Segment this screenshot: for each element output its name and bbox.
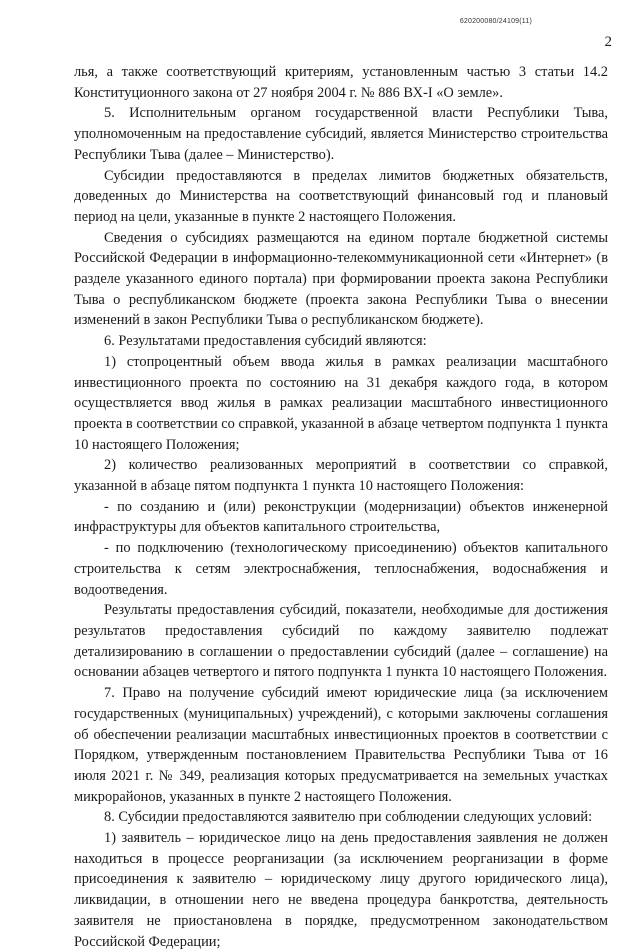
paragraph-result-2: 2) количество реализованных мероприятий в соответствии со справкой, указанной в абзаце пятом подпункта 1 пункта 10 настоящего Положения: [74,457,608,495]
paragraph-results-detail: Результаты предоставления субсидий, показатели, необходимые для достижения результатов предоставления субсидий по каждому заявителю подлежат детализированию в соглашении о предоставлении субсидий (далее – соглашение) на основании абзацев четвертого и пятого подпункта 1 пункта 10 настоящего Положения. [74,602,608,681]
paragraph-dash-infrastructure: - по созданию и (или) реконструкции (модернизации) объектов инженерной инфраструктуры для объектов капитального строительства, [74,498,608,536]
document-code: 620200080/24109(11) [459,18,532,25]
page-number: 2 [604,34,612,50]
document-body [74,62,608,952]
paragraph-result-1: 1) стопроцентный объем ввода жилья в рамках реализации масштабного инвестиционного проекта по состоянию на 31 декабря каждого года, в котором осуществляется ввод жилья в рамках реализации масштабного инвестиционного проекта в соответствии со справкой, указанной в абзаце четвертом подпункта 1 пункта 10 настоящего Положения; [74,353,608,453]
paragraph-subsidy-limits: Субсидии предоставляются в пределах лимитов бюджетных обязательств, доведенных до Министерства на соответствующий финансовый год и плановый период на цели, указанные в пункте 2 настоящего Положения. [74,167,608,225]
paragraph-item-5: 5. Исполнительным органом государственной власти Республики Тыва, уполномоченным на предоставление субсидий, является Министерство строительства Республики Тыва (далее – Министерство). [74,105,608,163]
paragraph-continuation: лья, а также соответствующий критериям, установленным частью 3 статьи 14.2 Конституционного закона от 27 ноября 2004 г. № 886 ВХ-I «О земле». [74,64,608,101]
paragraph-condition-1: 1) заявитель – юридическое лицо на день предоставления заявления не должен находиться в процессе реорганизации (за исключением реорганизации в форме присоединения к заявителю – юридическому лицу другого юридического лица), ликвидации, в отношении него не введена процедура банкротства, деятельность заявителя не приостановлена в порядке, предусмотренном законодательством Российской Федерации; [74,830,608,950]
paragraph-item-8: 8. Субсидии предоставляются заявителю при соблюдении следующих условий: [104,809,593,826]
paragraph-item-6: 6. Результатами предоставления субсидий являются: [104,333,427,350]
paragraph-subsidy-info: Сведения о субсидиях размещаются на едином портале бюджетной системы Российской Федерации в информационно-телекоммуникационной сети «Интернет» (в разделе указанного единого портала) при формировании проекта закона Республики Тыва о республиканском бюджете (проекта закона Республики Тыва о внесении изменений в закон Республики Тыва о республиканском бюджете). [74,229,608,329]
paragraph-dash-connection: - по подключению (технологическому присоединению) объектов капитального строительства к сетям электроснабжения, теплоснабжения, водоснабжения и водоотведения. [74,540,608,598]
paragraph-item-7: 7. Право на получение субсидий имеют юридические лица (за исключением государственных (муниципальных) учреждений), с которыми заключены соглашения об обеспечении реализации масштабных инвестиционных проектов в соответствии с Порядком, утвержденным постановлением Правительства Республики Тыва от 16 июля 2021 г. № 349, реализация которых предусматривается на земельных участках микрорайонов, указанных в пункте 2 настоящего Положения. [74,685,608,805]
